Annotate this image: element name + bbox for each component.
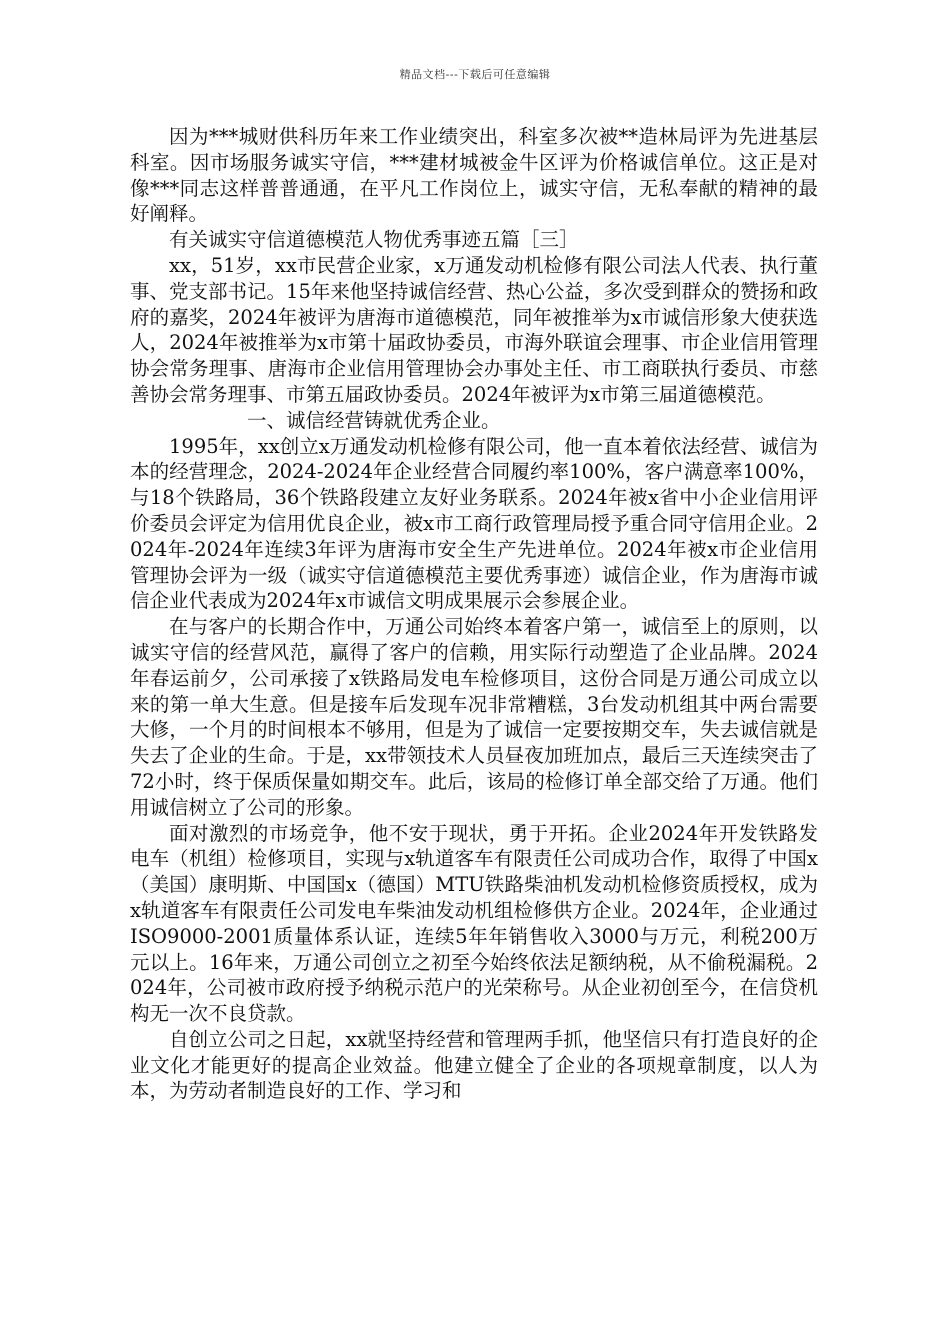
paragraph: 在与客户的长期合作中，万通公司始终本着客户第一，诚信至上的原则，以诚实守信的经营风范，赢得了客户的信赖，用实际行动塑造了企业品牌。2024年春运前夕，公司承接了x铁路局发电车检修项目，这份合同是万通公司成立以来的第一单大生意。但是接车后发现车况非常糟糕，3台发动机组其中两台需要大修，一个月的时间根本不够用，但是为了诚信一定要按期交车，失去诚信就是失去了企业的生命。于是，xx带领技术人员昼夜加班加点，最后三天连续突击了72小时，终于保质保量如期交车。此后，该局的检修订单全部交给了万通。他们用诚信树立了公司的形象。: [130, 615, 818, 819]
paragraph: 自创立公司之日起，xx就坚持经营和管理两手抓，他坚信只有打造良好的企业文化才能更好的提高企业效益。他建立健全了企业的各项规章制度，以人为本，为劳动者制造良好的工作、学习和: [130, 1027, 818, 1103]
paragraph: 因为***城财供科历年来工作业绩突出，科室多次被**造林局评为先进基层科室。因市场服务诚实守信，***建材城被金牛区评为价格诚信单位。这正是对像***同志这样普普通通，在平凡工作岗位上，诚实守信，无私奉献的精神的最好阐释。: [130, 125, 818, 226]
paragraph: 面对激烈的市场竞争，他不安于现状，勇于开拓。企业2024年开发铁路发电车（机组）检修项目，实现与x轨道客车有限责任公司成功合作，取得了中国x（美国）康明斯、中国国x（德国）MTU铁路柴油机发动机检修资质授权，成为x轨道客车有限责任公司发电车柴油发动机组检修供方企业。2024年，企业通过ISO9000-2001质量体系认证，连续5年年销售收入3000与万元，利税200万元以上。16年来，万通公司创立之初至今始终依法足额纳税，从不偷税漏税。2024年，公司被市政府授予纳税示范户的光荣称号。从企业初创至今，在信贷机构无一次不良贷款。: [130, 821, 818, 1026]
document-body: [130, 124, 818, 1104]
section-heading: 一、诚信经营铸就优秀企业。: [247, 408, 501, 432]
page-header: 精品文档---下载后可任意编辑: [399, 68, 551, 81]
paragraph: 1995年，xx创立x万通发动机检修有限公司，他一直本着依法经营、诚信为本的经营理念，2024-2024年企业经营合同履约率100%，客户满意率100%，与18个铁路局，36个铁路段建立友好业务联系。2024年被x省中小企业信用评价委员会评定为信用优良企业，被x市工商行政管理局授予重合同守信用企业。2024年-2024年连续3年评为唐海市安全生产先进单位。2024年被x市企业信用管理协会评为一级（诚实守信道德模范主要优秀事迹）诚信企业，作为唐海市诚信企业代表成为2024年x市诚信文明成果展示会参展企业。: [130, 434, 818, 613]
section-title: 有关诚实守信道德模范人物优秀事迹五篇［三］: [169, 228, 579, 252]
paragraph: xx，51岁，xx市民营企业家，x万通发动机检修有限公司法人代表、执行董事、党支部书记。15年来他坚持诚信经营、热心公益，多次受到群众的赞扬和政府的嘉奖，2024年被评为唐海市道德模范，同年被推举为x市诚信形象大使获选人，2024年被推举为x市第十届政协委员，市海外联谊会理事、市企业信用管理协会常务理事、唐海市企业信用管理协会办事处主任、市工商联执行委员、市慈善协会常务理事、市第五届政协委员。2024年被评为x市第三届道德模范。: [130, 253, 818, 406]
